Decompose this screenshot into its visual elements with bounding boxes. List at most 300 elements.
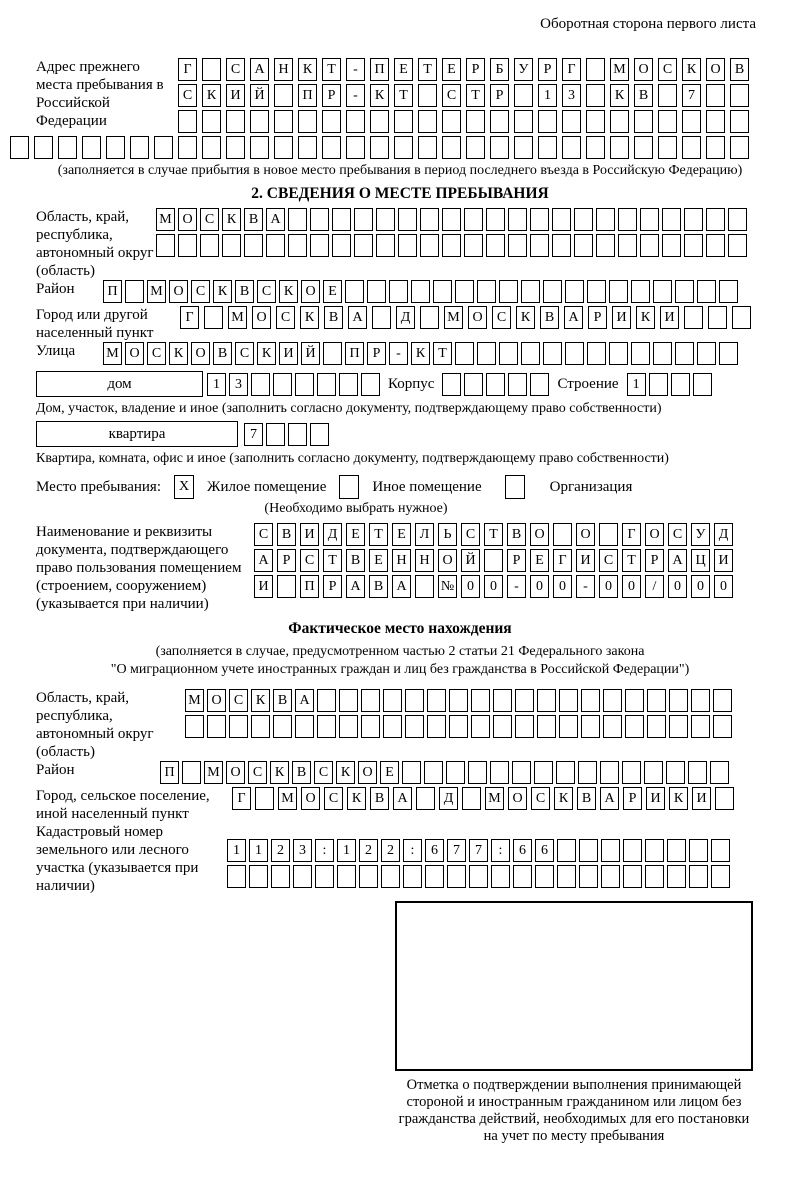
char-cell: К — [222, 208, 241, 231]
char-cell — [711, 839, 730, 862]
char-cell: В — [507, 523, 526, 546]
prev-address-row-3 — [178, 110, 749, 133]
char-cell: Г — [622, 523, 641, 546]
document-label: Наименование и реквизиты документа, подтверждающего право пользования помещением (строением, сооружением) (указывается при наличии) — [36, 524, 242, 612]
char-cell — [402, 761, 421, 784]
fact-district-block — [36, 761, 800, 787]
char-cell — [130, 136, 149, 159]
char-cell: А — [668, 549, 687, 572]
char-cell: К — [169, 342, 188, 365]
option-inoe-label: Иное помещение — [372, 478, 482, 495]
char-cell: П — [345, 342, 364, 365]
char-cell: С — [248, 761, 267, 784]
char-cell — [713, 689, 732, 712]
char-cell: Е — [392, 523, 411, 546]
char-cell — [587, 342, 606, 365]
char-cell — [477, 342, 496, 365]
char-cell — [610, 110, 629, 133]
char-cell: : — [403, 839, 422, 862]
char-cell — [596, 234, 615, 257]
char-cell: И — [612, 306, 631, 329]
fact-region-label: Область, край, республика, автономный округ (область) — [36, 690, 154, 760]
district-row — [103, 280, 738, 303]
char-cell: - — [507, 575, 526, 598]
section2-title: 2. СВЕДЕНИЯ О МЕСТЕ ПРЕБЫВАНИЯ — [251, 185, 549, 202]
char-cell: О — [226, 761, 245, 784]
char-cell: О — [508, 787, 527, 810]
char-cell: У — [691, 523, 710, 546]
char-cell — [666, 761, 685, 784]
char-cell: 2 — [359, 839, 378, 862]
char-cell — [398, 234, 417, 257]
char-cell: И — [646, 787, 665, 810]
char-cell — [477, 280, 496, 303]
char-cell — [125, 280, 144, 303]
char-cell — [185, 715, 204, 738]
char-cell — [200, 234, 219, 257]
char-cell: 1 — [627, 373, 646, 396]
char-cell — [398, 208, 417, 231]
char-cell: И — [300, 523, 319, 546]
char-cell — [691, 689, 710, 712]
street-row — [103, 342, 738, 365]
char-cell: Р — [322, 84, 341, 107]
char-cell — [376, 234, 395, 257]
char-cell — [361, 715, 380, 738]
char-cell — [58, 136, 77, 159]
char-cell: С — [254, 523, 273, 546]
char-cell — [491, 865, 510, 888]
stamp-box — [395, 901, 753, 1071]
char-cell — [420, 306, 439, 329]
char-cell — [204, 306, 223, 329]
char-cell: 0 — [622, 575, 641, 598]
char-cell: В — [324, 306, 343, 329]
char-cell: 1 — [227, 839, 246, 862]
char-cell: О — [191, 342, 210, 365]
char-cell — [578, 761, 597, 784]
char-cell — [266, 423, 285, 446]
street-block — [36, 342, 800, 368]
char-cell: О — [207, 689, 226, 712]
char-cell — [728, 208, 747, 231]
char-cell — [499, 342, 518, 365]
char-cell — [647, 715, 666, 738]
char-cell — [323, 342, 342, 365]
char-cell — [418, 84, 437, 107]
fact-region-row-1 — [185, 689, 732, 712]
apartment-caption: Квартира, комната, офис и иное (заполнить согласно документу, подтверждающему право собственности) — [36, 451, 669, 466]
char-cell — [562, 110, 581, 133]
char-cell: М — [444, 306, 463, 329]
char-cell: Е — [442, 58, 461, 81]
char-cell — [719, 280, 738, 303]
char-cell: Г — [180, 306, 199, 329]
char-cell: О — [706, 58, 725, 81]
char-cell: № — [438, 575, 457, 598]
stay-type-note: (Необходимо выбрать нужное) — [264, 501, 448, 516]
char-cell — [178, 234, 197, 257]
char-cell: 6 — [535, 839, 554, 862]
char-cell — [442, 136, 461, 159]
char-cell — [310, 423, 329, 446]
char-cell — [346, 136, 365, 159]
char-cell — [618, 208, 637, 231]
char-cell — [609, 342, 628, 365]
char-cell: Т — [622, 549, 641, 572]
char-cell: 7 — [682, 84, 701, 107]
char-cell: П — [300, 575, 319, 598]
char-cell — [537, 689, 556, 712]
char-cell — [565, 280, 584, 303]
char-cell: Б — [490, 58, 509, 81]
char-cell: К — [516, 306, 535, 329]
korpus-label: Корпус — [388, 375, 435, 392]
char-cell — [640, 234, 659, 257]
char-cell — [706, 234, 725, 257]
prev-address-grids — [178, 58, 749, 136]
char-cell — [317, 715, 336, 738]
char-cell: С — [276, 306, 295, 329]
char-cell — [552, 234, 571, 257]
char-cell: О — [576, 523, 595, 546]
apartment-box-label: квартира — [36, 421, 238, 447]
char-cell: И — [692, 787, 711, 810]
char-cell: С — [226, 58, 245, 81]
char-cell: Д — [439, 787, 458, 810]
char-cell: О — [125, 342, 144, 365]
char-cell: О — [358, 761, 377, 784]
char-cell: И — [254, 575, 273, 598]
char-cell — [315, 865, 334, 888]
char-cell — [486, 208, 505, 231]
char-cell — [403, 865, 422, 888]
char-cell — [370, 136, 389, 159]
char-cell: А — [295, 689, 314, 712]
char-cell — [537, 715, 556, 738]
char-cell — [226, 110, 245, 133]
prev-address-row-1 — [178, 58, 749, 81]
char-cell — [249, 865, 268, 888]
char-cell: 7 — [244, 423, 263, 446]
char-cell — [574, 208, 593, 231]
city-row — [180, 306, 751, 329]
char-cell — [512, 761, 531, 784]
char-cell — [508, 234, 527, 257]
char-cell — [684, 208, 703, 231]
prev-address-row-4 — [10, 136, 800, 159]
char-cell — [515, 715, 534, 738]
char-cell — [383, 715, 402, 738]
fact-region-grids — [185, 689, 732, 741]
char-cell — [471, 715, 490, 738]
char-cell: 0 — [668, 575, 687, 598]
char-cell — [557, 865, 576, 888]
region-block — [36, 208, 800, 280]
char-cell — [251, 715, 270, 738]
char-cell: Е — [394, 58, 413, 81]
char-cell — [691, 715, 710, 738]
char-cell: Н — [415, 549, 434, 572]
prev-address-row-2 — [178, 84, 749, 107]
char-cell — [534, 761, 553, 784]
char-cell — [433, 280, 452, 303]
char-cell — [271, 865, 290, 888]
char-cell: С — [235, 342, 254, 365]
char-cell — [298, 136, 317, 159]
char-cell — [697, 280, 716, 303]
char-cell — [486, 373, 505, 396]
char-cell — [332, 208, 351, 231]
char-cell: С — [314, 761, 333, 784]
char-cell — [250, 110, 269, 133]
char-cell: 1 — [249, 839, 268, 862]
char-cell — [346, 110, 365, 133]
fact-region-row-2 — [185, 715, 732, 738]
char-cell: М — [185, 689, 204, 712]
char-cell — [649, 373, 668, 396]
char-cell — [730, 110, 749, 133]
char-cell: Е — [530, 549, 549, 572]
page-side-note: Оборотная сторона первого листа — [540, 16, 756, 32]
char-cell: Р — [645, 549, 664, 572]
prev-address-caption: (заполняется в случае прибытия в новое место пребывания в период последнего въезда в Российскую Федерацию) — [57, 163, 743, 178]
char-cell: А — [564, 306, 583, 329]
cadastral-row-1 — [227, 839, 730, 862]
char-cell: В — [292, 761, 311, 784]
char-cell — [708, 306, 727, 329]
char-cell — [447, 865, 466, 888]
char-cell — [543, 280, 562, 303]
char-cell: М — [103, 342, 122, 365]
char-cell — [202, 136, 221, 159]
char-cell: К — [610, 84, 629, 107]
char-cell — [556, 761, 575, 784]
char-cell: К — [682, 58, 701, 81]
char-cell: Д — [323, 523, 342, 546]
char-cell: С — [257, 280, 276, 303]
char-cell — [442, 208, 461, 231]
char-cell: Й — [461, 549, 480, 572]
fact-city-block — [36, 787, 800, 823]
char-cell — [339, 715, 358, 738]
char-cell — [732, 306, 751, 329]
char-cell: П — [298, 84, 317, 107]
char-cell — [719, 342, 738, 365]
char-cell: Й — [250, 84, 269, 107]
char-cell — [394, 136, 413, 159]
char-cell — [244, 234, 263, 257]
char-cell: 0 — [599, 575, 618, 598]
char-cell — [464, 234, 483, 257]
char-cell — [298, 110, 317, 133]
actual-location-note-2: "О миграционном учете иностранных граждан и лиц без гражданства в Российской Федерации") — [110, 662, 690, 677]
char-cell: К — [411, 342, 430, 365]
char-cell: В — [540, 306, 559, 329]
fact-district-row — [160, 761, 729, 784]
char-cell: 2 — [381, 839, 400, 862]
char-cell: И — [714, 549, 733, 572]
char-cell: Ц — [691, 549, 710, 572]
char-cell — [372, 306, 391, 329]
char-cell — [490, 110, 509, 133]
char-cell: И — [660, 306, 679, 329]
char-cell — [442, 234, 461, 257]
char-cell — [202, 110, 221, 133]
char-cell: 1 — [337, 839, 356, 862]
char-cell — [682, 110, 701, 133]
region-label: Область, край, республика, автономный округ (область) — [36, 209, 154, 279]
fact-city-row — [232, 787, 734, 810]
char-cell — [609, 280, 628, 303]
char-cell: К — [251, 689, 270, 712]
char-cell — [449, 715, 468, 738]
char-cell: Р — [367, 342, 386, 365]
fact-region-block — [36, 689, 800, 761]
char-cell — [586, 136, 605, 159]
char-cell — [345, 280, 364, 303]
char-cell — [376, 208, 395, 231]
char-cell: О — [252, 306, 271, 329]
char-cell — [559, 715, 578, 738]
char-cell — [538, 110, 557, 133]
char-cell: В — [273, 689, 292, 712]
char-cell — [471, 689, 490, 712]
char-cell — [513, 865, 532, 888]
char-cell — [202, 58, 221, 81]
char-cell: И — [226, 84, 245, 107]
char-cell — [469, 865, 488, 888]
char-cell: - — [346, 58, 365, 81]
district-label: Район — [36, 281, 75, 297]
street-label: Улица — [36, 343, 76, 359]
char-cell — [599, 523, 618, 546]
char-cell — [508, 208, 527, 231]
char-cell — [579, 839, 598, 862]
char-cell — [250, 136, 269, 159]
char-cell: А — [254, 549, 273, 572]
char-cell: Т — [418, 58, 437, 81]
char-cell: К — [300, 306, 319, 329]
char-cell: Р — [507, 549, 526, 572]
stay-type-block — [36, 474, 800, 500]
char-cell — [424, 761, 443, 784]
char-cell: М — [278, 787, 297, 810]
char-cell — [610, 136, 629, 159]
char-cell — [658, 110, 677, 133]
char-cell: С — [191, 280, 210, 303]
char-cell — [530, 234, 549, 257]
char-cell — [295, 373, 314, 396]
char-cell — [468, 761, 487, 784]
char-cell: 0 — [553, 575, 572, 598]
korpus-cells — [442, 373, 549, 396]
char-cell — [697, 342, 716, 365]
char-cell: Р — [623, 787, 642, 810]
char-cell — [645, 865, 664, 888]
char-cell: Д — [714, 523, 733, 546]
char-cell — [367, 280, 386, 303]
char-cell — [728, 234, 747, 257]
char-cell — [689, 865, 708, 888]
char-cell — [420, 234, 439, 257]
house-caption: Дом, участок, владение и иное (заполнить согласно документу, подтверждающему право собственности) — [36, 401, 662, 416]
char-cell — [631, 280, 650, 303]
char-cell: 7 — [447, 839, 466, 862]
char-cell: К — [347, 787, 366, 810]
char-cell — [715, 787, 734, 810]
char-cell: Р — [277, 549, 296, 572]
document-row-3 — [254, 575, 733, 598]
checkbox-inoe — [339, 475, 359, 499]
char-cell — [706, 110, 725, 133]
char-cell — [449, 689, 468, 712]
char-cell — [515, 689, 534, 712]
actual-location-title: Фактическое место нахождения — [288, 620, 512, 637]
char-cell — [600, 761, 619, 784]
char-cell: К — [257, 342, 276, 365]
char-cell: В — [634, 84, 653, 107]
char-cell — [675, 342, 694, 365]
char-cell: П — [160, 761, 179, 784]
char-cell — [596, 208, 615, 231]
char-cell: О — [178, 208, 197, 231]
char-cell: К — [554, 787, 573, 810]
char-cell — [427, 715, 446, 738]
char-cell: 3 — [562, 84, 581, 107]
house-box-label: дом — [36, 371, 203, 397]
checkbox-organizaciya — [505, 475, 525, 499]
char-cell — [359, 865, 378, 888]
char-cell — [288, 208, 307, 231]
house-number-cells — [207, 373, 380, 396]
char-cell: С — [668, 523, 687, 546]
char-cell — [689, 839, 708, 862]
char-cell: Р — [538, 58, 557, 81]
char-cell: Т — [323, 549, 342, 572]
char-cell: И — [576, 549, 595, 572]
char-cell — [411, 280, 430, 303]
char-cell: П — [370, 58, 389, 81]
char-cell: Е — [346, 523, 365, 546]
prev-address-block — [36, 58, 800, 136]
char-cell: В — [577, 787, 596, 810]
prev-address-label: Адрес прежнего места пребывания в Российской Федерации — [36, 59, 164, 129]
char-cell: С — [200, 208, 219, 231]
char-cell — [713, 715, 732, 738]
char-cell — [442, 110, 461, 133]
char-cell: О — [634, 58, 653, 81]
char-cell — [706, 136, 725, 159]
char-cell: О — [301, 787, 320, 810]
char-cell: О — [169, 280, 188, 303]
char-cell — [273, 715, 292, 738]
char-cell: М — [204, 761, 223, 784]
char-cell — [273, 373, 292, 396]
char-cell: В — [346, 549, 365, 572]
char-cell: : — [491, 839, 510, 862]
cadastral-row-2 — [227, 865, 730, 888]
char-cell — [332, 234, 351, 257]
char-cell — [645, 839, 664, 862]
char-cell: 3 — [293, 839, 312, 862]
char-cell — [405, 689, 424, 712]
region-row-2 — [156, 234, 747, 257]
char-cell — [675, 280, 694, 303]
char-cell — [658, 136, 677, 159]
char-cell — [601, 865, 620, 888]
char-cell — [251, 373, 270, 396]
